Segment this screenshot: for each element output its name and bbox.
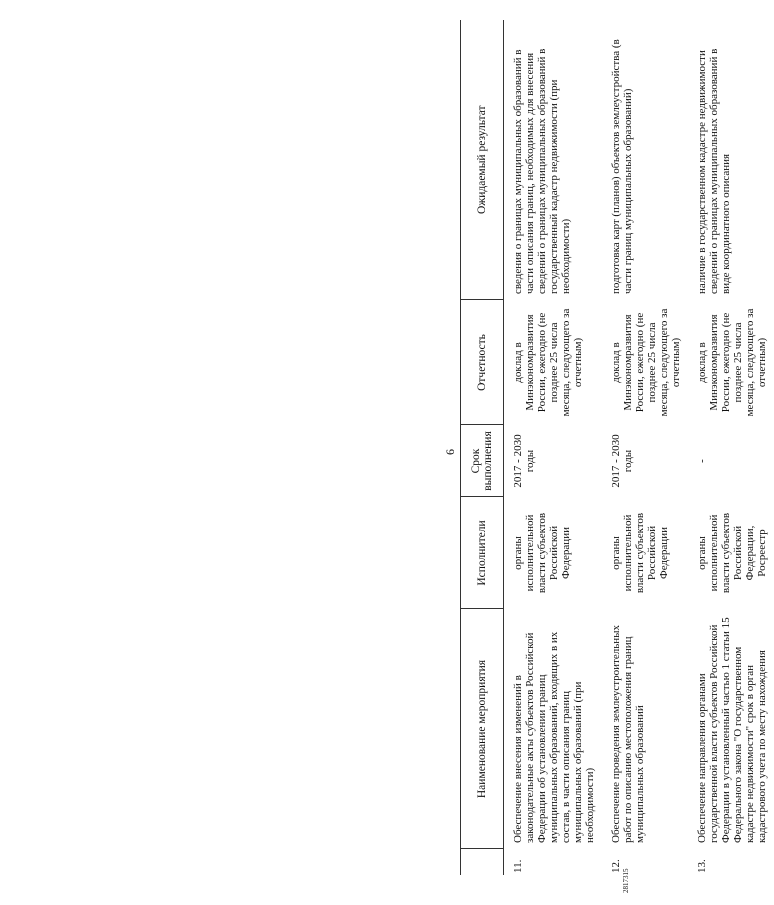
row-number: 12. <box>610 859 622 873</box>
report: доклад в Минэкономразвития России, ежегодно (не позднее 25 числа месяца, следующего за отчетным) <box>610 308 682 417</box>
executors: органы исполнительной власти субъектов Российской Федерации <box>610 512 670 594</box>
header-report: Отчетность <box>461 300 504 425</box>
report: доклад в Минэкономразвития России, ежегодно (не позднее 25 числа месяца, следующего за отчетным) <box>696 308 768 417</box>
term: 2017 - 2030 годы <box>610 434 634 488</box>
measure-name: Обеспечение внесения изменений в законодательные акты субъектов Российской Федерации об установлении границ муниципальных образований, входящих в их состав, в части описания границ муниципальных образований (при необходимости) <box>512 631 596 843</box>
term: - <box>696 459 708 463</box>
measure-name: Обеспечение направления органами государственной власти субъектов Российской Федерации в установленный частью 1 статьи 15 Федерального закона "О государственном кадастре недвижимости" срок в орган кадастрового учета по месту нахождения <box>696 617 768 843</box>
executors: органы исполнительной власти субъектов Российской Федерации, Росреестр <box>696 512 768 594</box>
header-term: Срок выполнения <box>461 425 504 497</box>
report: доклад в Минэкономразвития России, ежегодно (не позднее 25 числа месяца, следующего за отчетным) <box>512 308 584 417</box>
executors: органы исполнительной власти субъектов Российской Федерации <box>512 512 572 594</box>
document-code: 2817315 <box>622 868 630 893</box>
expected-result: наличие в государственном кадастре недвижимости сведений о границах муниципальных образований в виде координатного описания <box>696 48 732 294</box>
header-result: Ожидаемый результат <box>461 20 504 300</box>
row-number: 13. <box>696 859 708 873</box>
page-number: 6 <box>443 449 457 455</box>
header-executors: Исполнители <box>461 497 504 609</box>
term: 2017 - 2030 годы <box>512 434 536 488</box>
header-name: Наименование мероприятия <box>461 609 504 849</box>
row-number: 11. <box>512 859 524 873</box>
measures-table <box>460 20 774 875</box>
expected-result: подготовка карт (планов) объектов землеустройства (в части границ муниципальных образований) <box>610 39 634 294</box>
measure-name: Обеспечение проведения землеустроительных работ по описанию местоположения границ муниципальных образований <box>610 624 646 843</box>
table-row <box>504 20 603 875</box>
table-row <box>602 20 688 875</box>
expected-result: сведения о границах муниципальных образований в части описания границ, необходимых для внесения сведений о границах муниципальных образований в государственный кадастр недвижимости (при необходимости) <box>512 48 572 294</box>
table-header-row <box>461 20 504 875</box>
header-number <box>461 849 504 875</box>
table-row <box>688 20 774 875</box>
